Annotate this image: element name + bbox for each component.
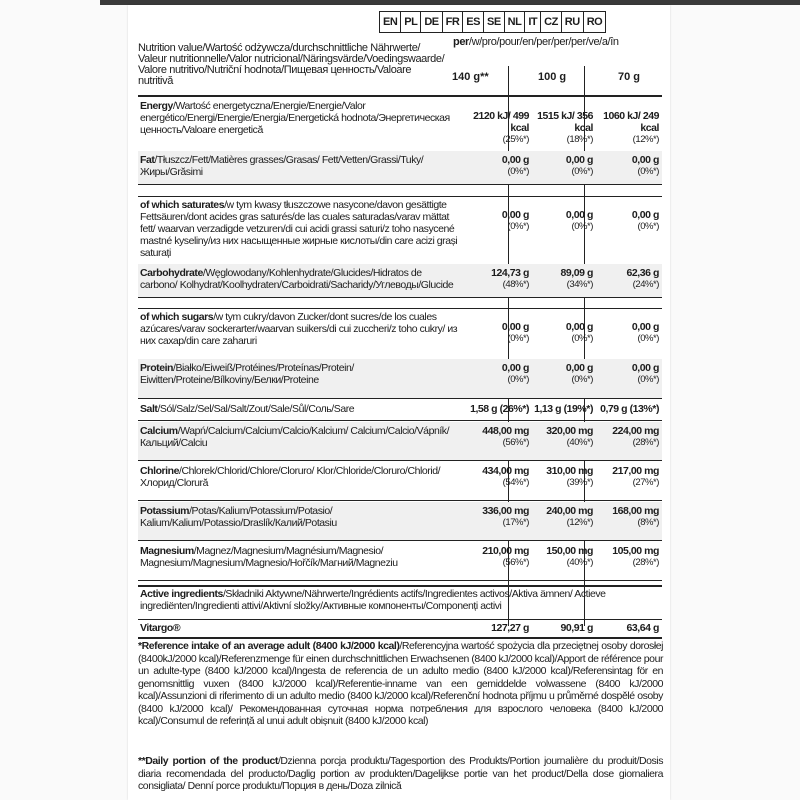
nutrient-value: 0,00 g (0%*) <box>565 362 593 385</box>
table-divider <box>138 297 662 298</box>
nutrient-name: Energy/Wartość energetyczna/Energie/Energie/Valor energético/Energi/Energie/Energia/Energetická hodnota/Энергетическая ценность/Valoare energetică <box>140 100 450 136</box>
nutrient-value: 434,00 mg (54%*) <box>482 465 529 488</box>
nutrient-name: of which saturates/w tym kwasy tłuszczowe nasycone/davon gesättigte Fettsäuren/dont acides gras saturés/de las cuales saturadas/varav mättat fett/ waarvan verzadigde vetzuren/di cui acidi grassi saturi/z toho nasycené mastné kyseliny/из них насыщенные жирные кислоты/din care acizi grași saturați <box>140 199 458 259</box>
nutrient-value: 0,00 g (0%*) <box>501 209 529 232</box>
nutrient-name: Potassium/Potas/Kalium/Potassium/Potasio/ Kalium/Kalium/Potassio/Draslík/Калий/Potasiu <box>140 505 337 529</box>
table-row <box>138 403 662 419</box>
nutrient-name: Carbohydrate/Węglowodany/Kohlenhydrate/Glucides/Hidratos de carbono/ Kolhydrat/Koolhydraten/Carboidrati/Sacharidy/Углеводы/Glucide <box>140 267 454 291</box>
nutrient-value: 448,00 mg (56%*) <box>482 425 529 448</box>
language-box-en: EN <box>379 11 401 33</box>
header-line: Nutrition value/Wartość odżywcza/durchschnittliche Nährwerte/ <box>138 42 421 54</box>
table-row <box>138 545 662 579</box>
nutrient-value: 217,00 mg (27%*) <box>612 465 659 488</box>
nutrient-name: Fat/Tłuszcz/Fett/Matières grasses/Grasas/ Fett/Vetten/Grassi/Tuky/Жиры/Grăsimi <box>140 154 424 178</box>
language-boxes <box>380 11 606 33</box>
nutrient-value: 1515 kJ/ 356 kcal (18%*) <box>537 110 593 145</box>
table-divider <box>138 540 662 541</box>
header-line: Valeur nutritionnelle/Valor nutricional/Näringsvärde/Voedingswaarde/ <box>138 53 445 65</box>
language-box-nl: NL <box>504 11 526 33</box>
column-head-100g: 100 g <box>538 71 567 83</box>
table-row <box>138 199 662 263</box>
daily-portion-footnote: **Daily portion of the product/Dzienna porcja produktu/Tagesportion des Produkts/Portion journalière du produit/Dosis diaria recomendada del producto/Daglig portion av produkten/Dagelijkse portie van het product/Della dose giornaliera consigliata/ Denní porce produktu/Порция в день/Doza zilnică <box>138 755 663 792</box>
table-row <box>138 100 662 150</box>
nutrient-value: 320,00 mg (40%*) <box>546 425 593 448</box>
nutrient-value: 0,00 g (0%*) <box>631 209 659 232</box>
nutrient-value: 0,00 g (0%*) <box>501 362 529 385</box>
nutrient-name: Salt/Sól/Salz/Sel/Sal/Salt/Zout/Sale/Sůl/Соль/Sare <box>140 403 355 415</box>
table-row <box>138 311 662 358</box>
language-box-es: ES <box>462 11 484 33</box>
nutrient-name: of which sugars/w tym cukry/davon Zucker/dont sucres/de los cuales azúcares/varav sockerarter/waarvan suikers/di cui zuccheri/z toho cukry/ из них сахар/din care zaharuri <box>140 311 458 347</box>
nutrient-value: 210,00 mg (56%*) <box>482 545 529 568</box>
nutrient-value: 224,00 mg (28%*) <box>612 425 659 448</box>
column-head-140g: 140 g** <box>452 71 489 83</box>
nutrient-value: 2120 kJ/ 499 kcal (25%*) <box>473 110 529 145</box>
active-ingredients-title: Active ingredients <box>140 588 223 600</box>
vitargo-row <box>138 622 662 636</box>
table-divider <box>138 398 662 399</box>
nutrient-value: 240,00 mg (12%*) <box>546 505 593 528</box>
nutrient-value: 336,00 mg (17%*) <box>482 505 529 528</box>
divider <box>138 619 662 620</box>
vitargo-value-100g: 90,91 g <box>560 622 593 634</box>
language-box-it: IT <box>524 11 541 33</box>
nutrient-value: 0,00 g (0%*) <box>501 154 529 177</box>
nutrient-value: 0,79 g (13%*) <box>600 403 659 415</box>
language-box-pl: PL <box>400 11 421 33</box>
nutrient-value: 124,73 g (48%*) <box>491 267 529 290</box>
nutrient-value: 1060 kJ/ 249 kcal (12%*) <box>603 110 659 145</box>
nutrient-value: 0,00 g (0%*) <box>565 209 593 232</box>
vitargo-name: Vitargo® <box>140 622 181 634</box>
nutrient-name: Chlorine/Chlorek/Chlorid/Chlore/Cloruro/ Klor/Chloride/Cloruro/Chlorid/Хлорид/Clorură <box>140 465 441 489</box>
language-box-ru: RU <box>561 11 584 33</box>
table-row <box>138 505 662 539</box>
table-divider <box>138 308 662 309</box>
nutrient-value: 168,00 mg (8%*) <box>612 505 659 528</box>
divider <box>138 585 662 587</box>
nutrient-value: 89,09 g (34%*) <box>560 267 593 290</box>
nutrient-name: Magnesium/Magnez/Magnesium/Magnésium/Magnesio/ Magnesium/Magnesium/Magnesio/Hořčík/Магний/Magneziu <box>140 545 398 569</box>
reference-intake-footnote: *Reference intake of an average adult (8400 kJ/2000 kcal)/Referencyjna wartość spożycia dla przeciętnej osoby dorosłej (8400kJ/2000 kcal)/Referenzmenge für einen durchschnittlichen Erwachsenen (8400 kJ/2000 kcal)/Apport de référence pour un adulte-type (8400 kJ/2000 kcal)/Ingesta de referencia de un adulto medio (8400 kJ/2000 kcal)/Referensintag för en genomsnittlig vuxen (8400 kJ/2000 kcal)/Referentie-inname van een gemiddelde volwassene (8400 kJ/2000 kcal)/Assunzioni di riferimento di un adulto medio (8400 kJ/2000 kcal)/Referenční hodnota příjmu u průměrné dospělé osoby (8400 kJ/2000 kcal)/ Рекомендованная суточная норма потребления для взрослого человека (8400 kJ/2000 kcal)/Consumul de referință al unui adult obișnuit (8400 kJ/2000 kcal) <box>138 640 663 727</box>
language-box-de: DE <box>420 11 442 33</box>
table-divider <box>138 580 662 581</box>
language-box-se: SE <box>483 11 505 33</box>
nutrient-name: Calcium/Wapń/Calcium/Calcium/Calcio/Kalcium/ Calcium/Calcio/Vápník/Кальций/Calciu <box>140 425 450 449</box>
nutrient-value: 0,00 g (0%*) <box>631 362 659 385</box>
language-box-cz: CZ <box>540 11 562 33</box>
nutrient-value: 1,13 g (19%*) <box>534 403 593 415</box>
language-box-fr: FR <box>442 11 464 33</box>
nutrient-value: 310,00 mg (39%*) <box>546 465 593 488</box>
nutrient-value: 0,00 g (0%*) <box>501 321 529 344</box>
divider <box>138 637 662 639</box>
header-line: Valore nutritivo/Nutriční hodnota/Пищевая ценность/Valoare nutritivă <box>138 64 412 87</box>
vitargo-value-140g: 127,27 g <box>491 622 529 634</box>
table-divider <box>138 95 662 97</box>
table-row <box>138 465 662 499</box>
table-row <box>138 267 662 296</box>
nutrient-value: 0,00 g (0%*) <box>565 154 593 177</box>
nutrient-value: 0,00 g (0%*) <box>631 154 659 177</box>
column-head-70g: 70 g <box>618 71 641 83</box>
table-divider <box>138 500 662 501</box>
nutrient-value: 1,58 g (26%*) <box>470 403 529 415</box>
nutrient-value: 0,00 g (0%*) <box>565 321 593 344</box>
nutrient-value: 0,00 g (0%*) <box>631 321 659 344</box>
table-row <box>138 425 662 459</box>
nutrition-header <box>138 43 448 87</box>
nutrient-name: Protein/Białko/Eiweiß/Protéines/Proteínas/Protein/ Eiwitten/Proteine/Bílkoviny/Белки/Proteine <box>140 362 354 386</box>
active-ingredients-row <box>138 588 662 616</box>
active-ingredients-text: /Składniki Aktywne/Nährwerte/Ingrédients actifs/Ingredientes activos/Aktiva ämnen/ Actieve ingrediënten/Ingredienti attivi/Aktivní složky/Активные компоненты/Componenți activi <box>140 588 606 612</box>
per-line: per/w/pro/pour/en/per/per/per/ve/a/în <box>453 36 619 48</box>
table-divider <box>138 196 662 197</box>
table-divider <box>138 420 662 421</box>
nutrient-value: 62,36 g (24%*) <box>626 267 659 290</box>
nutrient-value: 150,00 mg (40%*) <box>546 545 593 568</box>
language-box-ro: RO <box>583 11 607 33</box>
table-divider <box>138 460 662 461</box>
nutrient-value: 105,00 mg (28%*) <box>612 545 659 568</box>
table-divider <box>138 184 662 185</box>
vitargo-value-70g: 63,64 g <box>626 622 659 634</box>
table-row <box>138 362 662 397</box>
table-row <box>138 154 662 183</box>
